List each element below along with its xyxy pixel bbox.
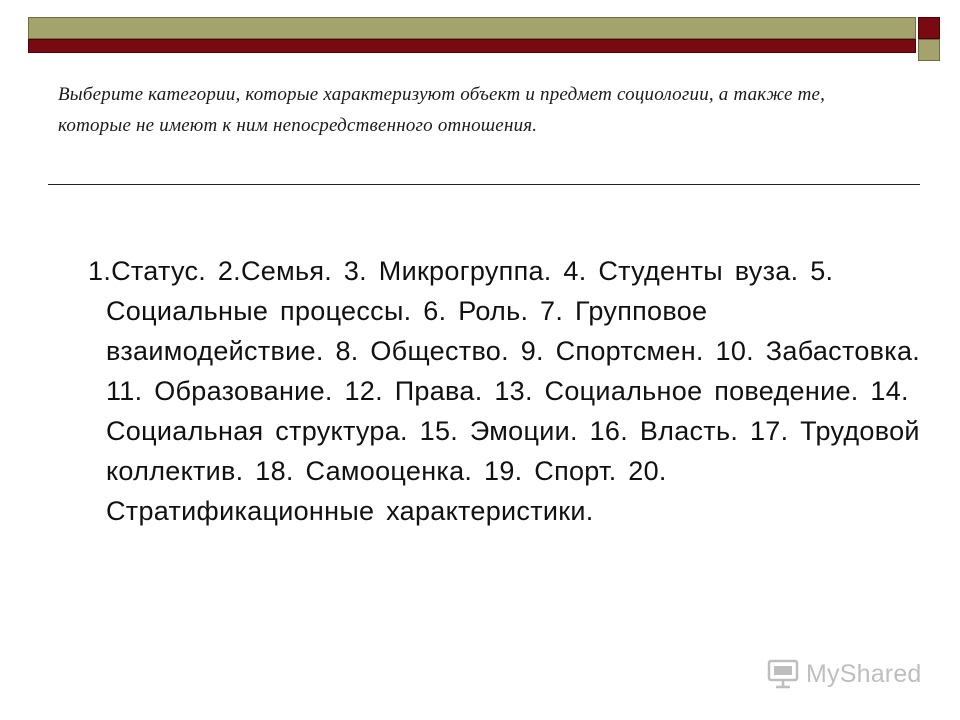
header-square-olive xyxy=(918,39,940,61)
watermark-text: MyShared xyxy=(806,659,922,688)
header-band-olive xyxy=(28,17,916,39)
title-divider xyxy=(48,184,920,185)
slide-header-bars xyxy=(0,0,960,62)
presentation-screen-icon xyxy=(766,657,800,691)
header-band-maroon xyxy=(28,39,916,53)
watermark-logo xyxy=(766,654,922,694)
slide-title: Выберите категории, которые характеризуют объект и предмет социологии, а также те, которые не имеют к ним непосредственного отношения. xyxy=(58,84,826,136)
slide-body-list: 1.Статус. 2.Семья. 3. Микрогруппа. 4. Студенты вуза. 5. Социальные процессы. 6. Роль. 7. Групповое взаимодействие. 8. Общество. 9. Спортсмен. 10. Забастовка. 11. Образование. 12. Права. 13. Социальное поведение. 14. Социальная структура. 15. Эмоции. 16. Власть. 17. Трудовой коллектив. 18. Самооценка. 19. Спорт. 20. Стратификационные характеристики. xyxy=(88,256,921,526)
header-square-maroon xyxy=(918,17,940,39)
